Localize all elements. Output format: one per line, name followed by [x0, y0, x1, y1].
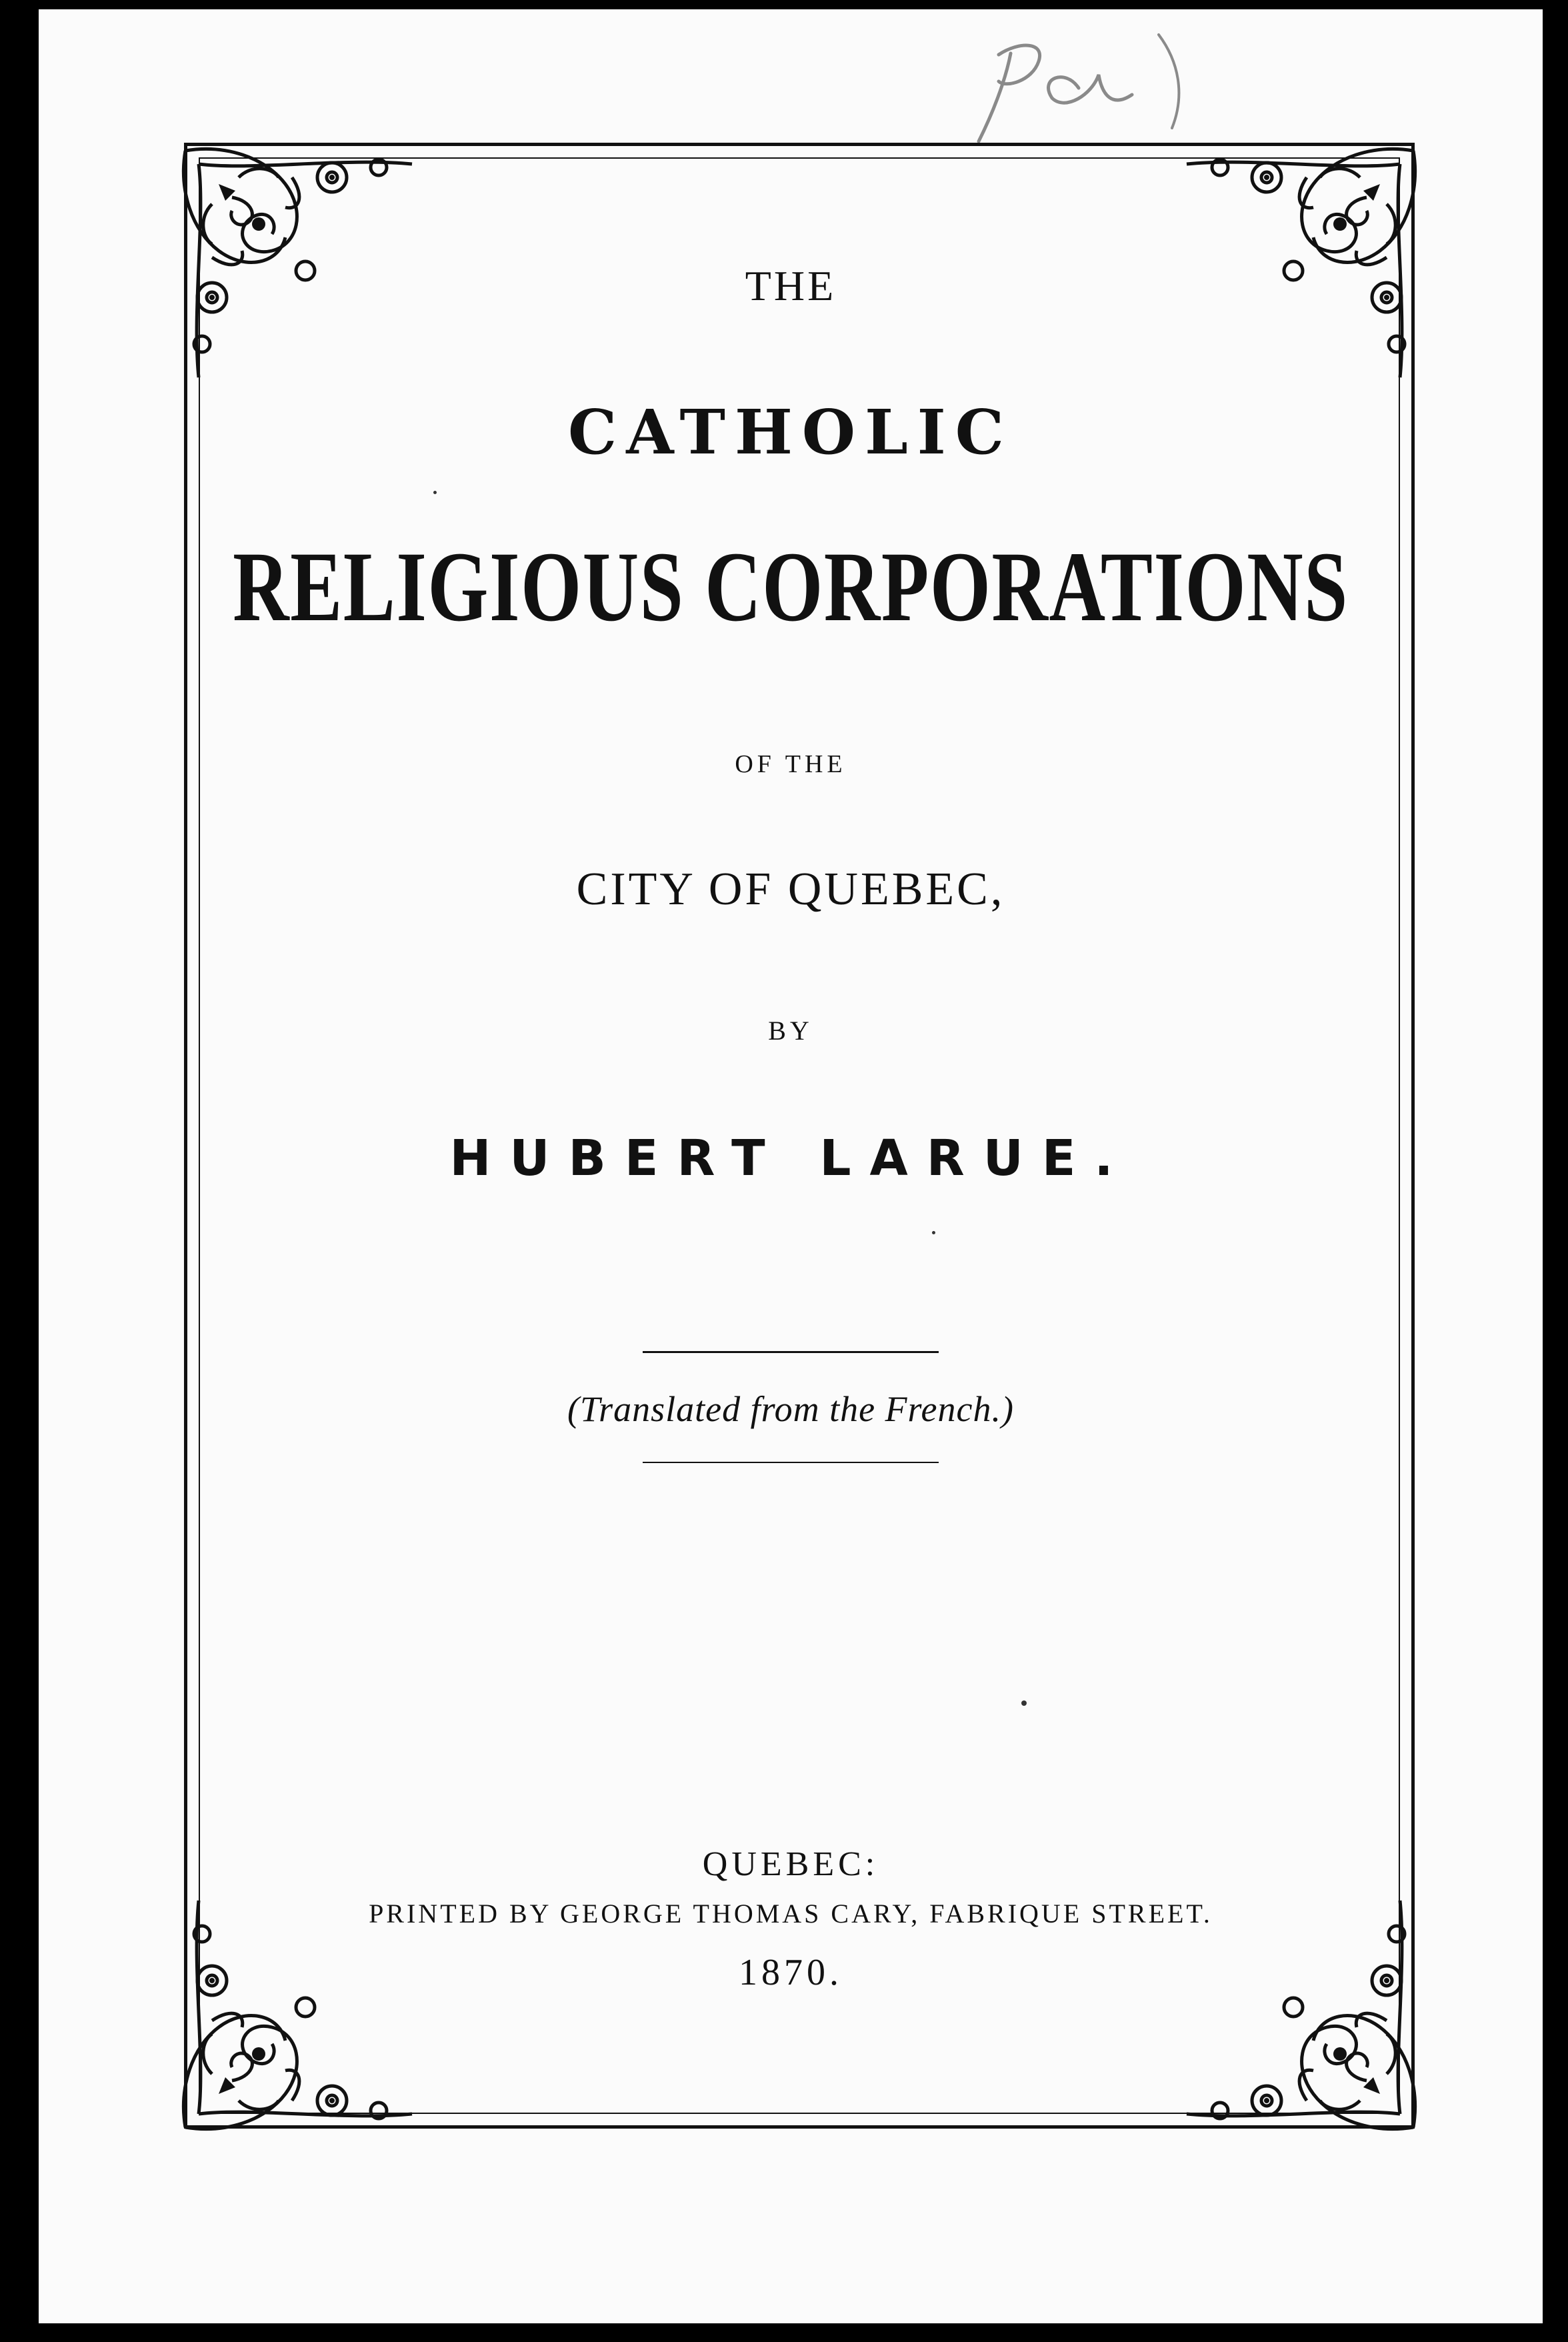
title-line-of-the: OF THE [735, 750, 847, 778]
imprint-year: 1870. [739, 1952, 843, 1993]
divider-rule-bottom [643, 1462, 939, 1463]
author-name: HUBERT LARUE. [449, 1130, 1132, 1187]
imprint-printer: PRINTED BY GEORGE THOMAS CARY, FABRIQUE STREET. [369, 1899, 1213, 1929]
byline-label: BY [768, 1016, 813, 1046]
imprint-place: QUEBEC: [702, 1845, 879, 1883]
paper-speck [1021, 1700, 1027, 1706]
divider-rule-top [643, 1351, 939, 1353]
title-page [39, 9, 1543, 2323]
paper-speck [433, 491, 437, 494]
handwritten-annotation-pa [959, 15, 1265, 148]
title-line-the: THE [745, 262, 837, 309]
title-line-city: CITY OF QUEBEC, [576, 864, 1005, 915]
translation-note: (Translated from the French.) [567, 1389, 1014, 1429]
title-line-religious-corporations: RELIGIOUS CORPORATIONS [233, 531, 1349, 642]
paper-speck [932, 1231, 935, 1234]
title-line-catholic: CATHOLIC [567, 396, 1014, 468]
